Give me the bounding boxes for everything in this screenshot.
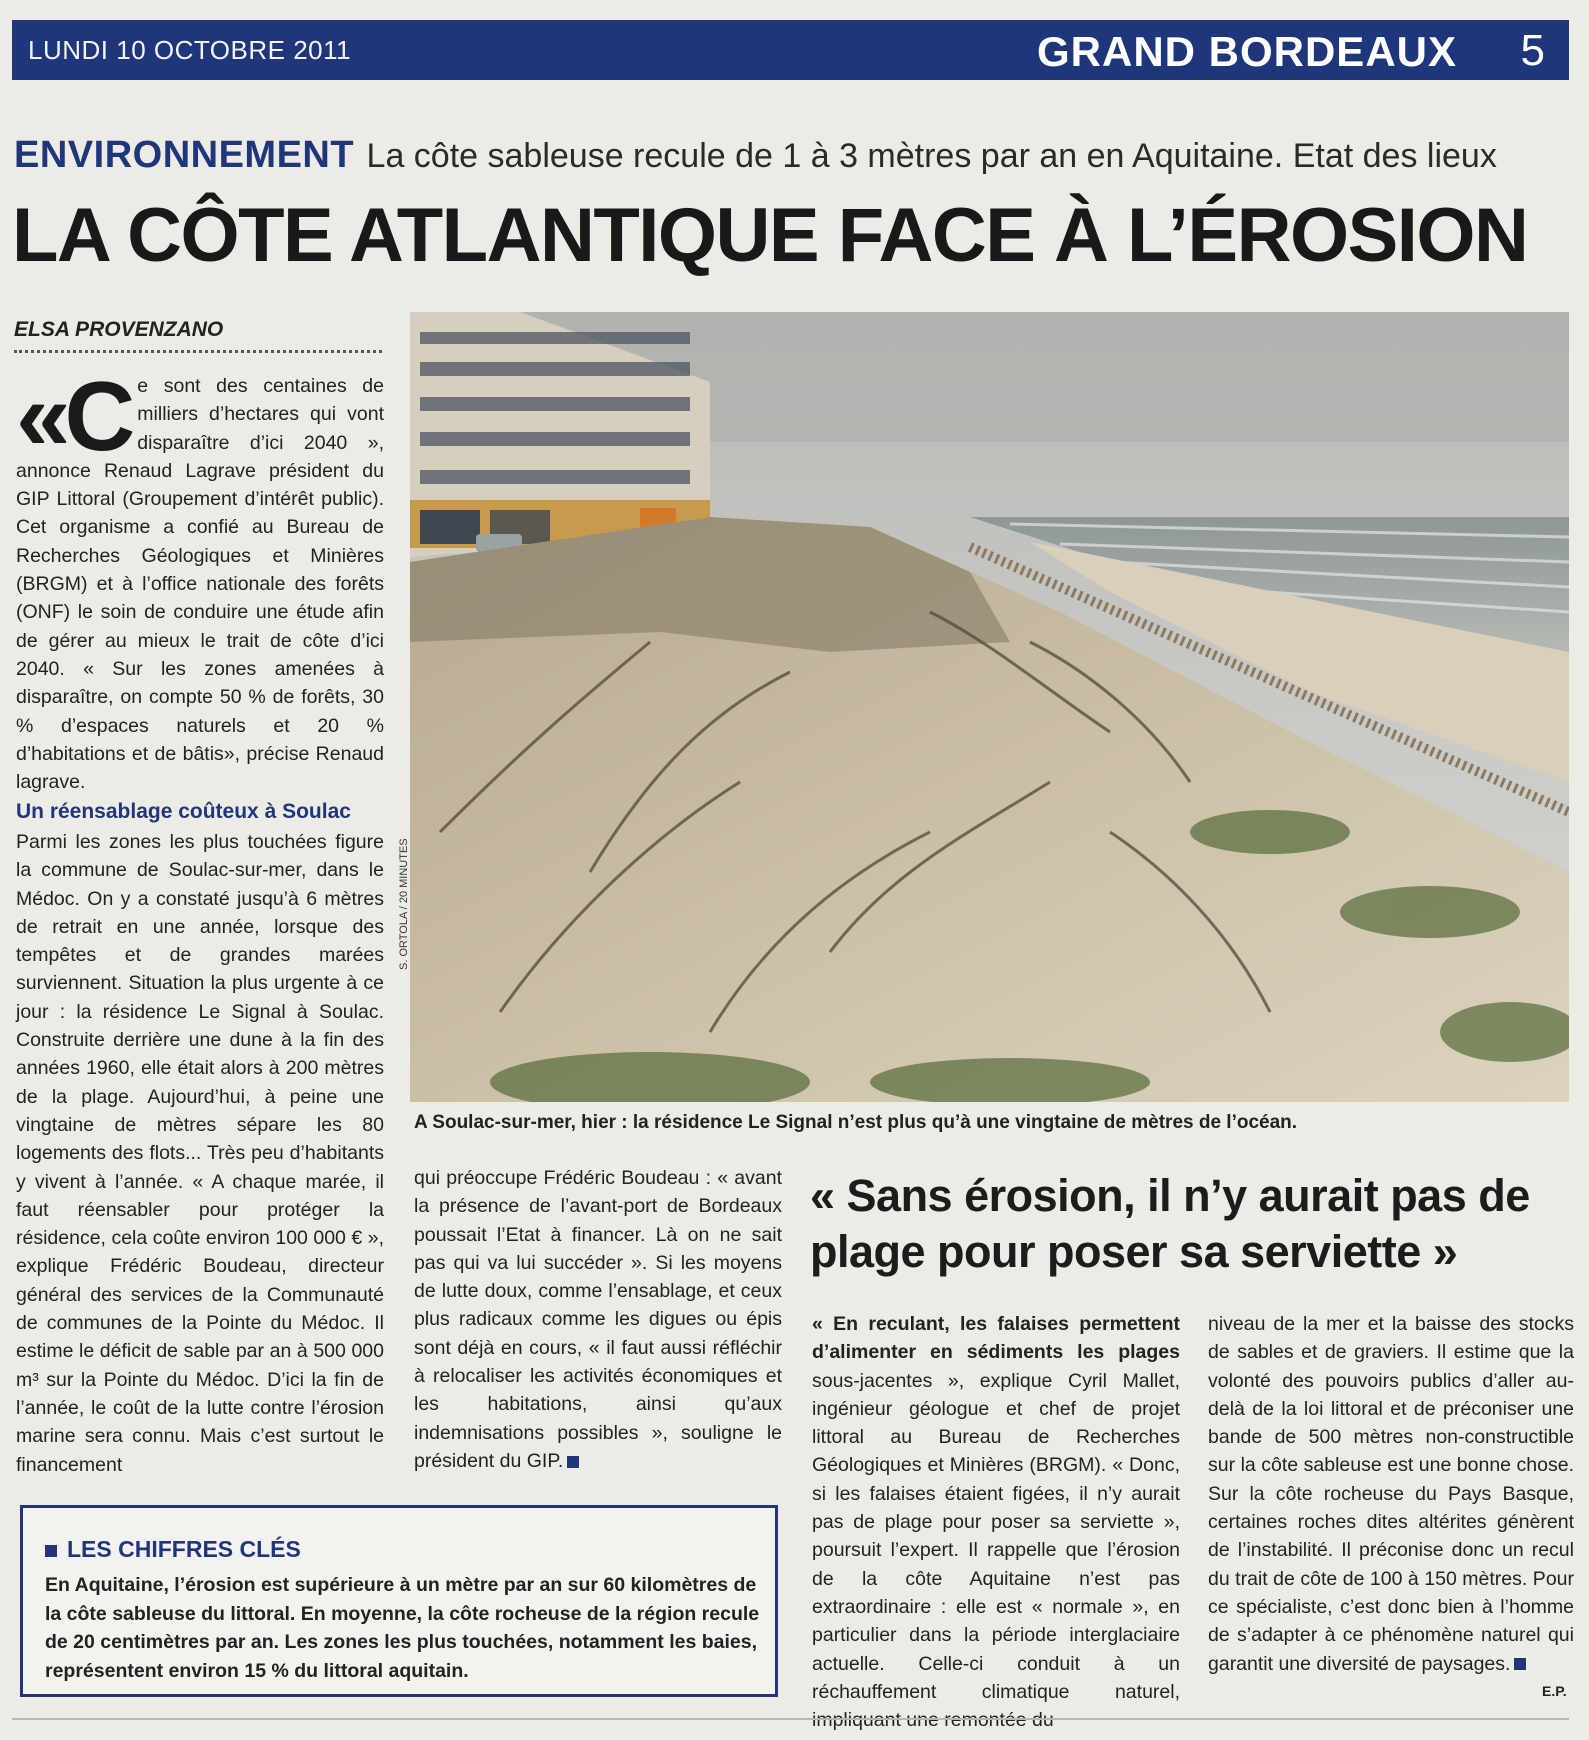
body-text-continued: qui préoccupe Frédéric Boudeau : « avant la présence de l’avant-port de Bordeaux poussait l’Etat à financer. Là on ne sait pas qui va lui succéder ». Si les moyens de lutte doux, comme l’ensablage, et ceux plus radicaux comme les digues ou épis sont déjà en cours, « il faut aussi réfléchir à relocaliser les activités économiques et les habitations, ainsi qu’aux indemnisations possibles », souligne le président du GIP. <box>414 1167 782 1472</box>
sidebar-col1 <box>812 1310 1180 1734</box>
page-bottom-rule <box>12 1718 1569 1720</box>
sidebar-col2 <box>1208 1310 1574 1678</box>
sidebar-text-continued: niveau de la mer et la baisse des stocks de sables et de graviers. Il estime que la volonté des pouvoirs publics d’aller au-delà de la loi littoral et de préconiser une bande de 500 mètres non-constructible sur la côte sableuse est une bonne chose. Sur la côte rocheuse du Pays Basque, certaines roches dites altérites génèrent de l’instabilité. Il préconise donc un recul du trait de côte de 100 à 150 mètres. Pour ce spécialiste, c’est donc bien à l’homme de s’adapter à ce phénomène naturel qui garantit une diversité de paysages. <box>1208 1313 1574 1675</box>
lead-text: e sont des centaines de milliers d’hectares qui vont disparaître d’ici 2040 », annonce Renaud Lagrave président du GIP Littoral (Groupement d’intérêt public). Cet organisme a confié au Bureau de Recherches Géologiques et Minières (BRGM) et à l’office nationale des forêts (ONF) le soin de conduire une étude afin de gérer au mieux le trait de côte d’ici 2040. « Sur les zones amenées à disparaître, on compte 50 % de forêts, 30 % d’espaces naturels et 20 % d’habitations et de bâtis», précise Renaud lagrave. <box>16 375 384 794</box>
key-figures-title <box>45 1536 301 1563</box>
sidebar-end-mark <box>1514 1658 1526 1670</box>
pull-quote: « Sans érosion, il n’y aurait pas de plage pour poser sa serviette » <box>810 1170 1530 1277</box>
article-lead <box>16 361 384 796</box>
body-text: Parmi les zones les plus touchées figure la commune de Soulac-sur-mer, dans le Médoc. On y a constaté jusqu’à 6 mètres de retrait en une année, lorsque des tempêtes et de grandes marées surviennent. Situation la plus urgente à ce jour : la résidence Le Signal à Soulac. Construite derrière une dune à la fin des années 1960, elle était alors à 200 mètres de la plage. Aujourd’hui, à peine une vingtaine de mètres sépare les 80 logements des flots... Très peu d’habitants y vivent à l’année. « A chaque marée, il faut réensabler pour protéger la résidence, cela coûte environ 100 000 € », explique Frédéric Boudeau, directeur général des services de la Communauté de communes de la Pointe du Médoc. Il estime le déficit de sable par an à 500 000 m³ sur la Pointe du Médoc. D’ici la fin de l’année, le coût de la lutte contre l’érosion marine sera connu. Mais c’est surtout le financement <box>16 831 384 1476</box>
sidebar-lead: « En reculant, les falaises permettent d’alimenter en sédiments les plages <box>812 1313 1180 1364</box>
photo-credit: S. ORTOLA / 20 MINUTES <box>398 838 410 970</box>
key-figures-text: En Aquitaine, l’érosion est supérieure à un mètre par an sur 60 kilomètres de la côte sableuse du littoral. En moyenne, la côte rocheuse de la région recule de 20 centimètres par an. Les zones les plus touchées, notamment les baies, représentent environ 15 % du littoral aquitain. <box>45 1574 760 1682</box>
headline: LA CÔTE ATLANTIQUE FACE À L’ÉROSION <box>12 193 1528 278</box>
rubric: ENVIRONNEMENT <box>14 134 355 176</box>
article-photo <box>410 312 1569 1102</box>
sidebar-text: sous-jacentes », explique Cyril Mallet, ingénieur géologue et chef de projet littoral au Bureau de Recherches Géologiques et Minières (BRGM). « Donc, si les falaises étaient figées, il n’y aurait pas de plage pour poser sa serviette », poursuit l’expert. Il rappelle que l’érosion de la côte Aquitaine n’est pas extraordinaire : elle est « normale », en particulier dans la période interglaciaire actuelle. Celle-ci conduit à un réchauffement climatique naturel, impliquant une remontée du <box>812 1369 1180 1732</box>
square-bullet-icon <box>45 1545 57 1557</box>
end-mark <box>567 1456 579 1468</box>
byline: ELSA PROVENZANO <box>14 318 224 341</box>
kicker-line <box>14 134 1497 177</box>
article-body-col2 <box>414 1164 782 1475</box>
key-figures-title-text: LES CHIFFRES CLÉS <box>67 1536 301 1562</box>
issue-date: LUNDI 10 OCTOBRE 2011 <box>28 35 352 65</box>
page-header-band <box>12 20 1569 80</box>
photo-illustration <box>410 312 1569 1102</box>
subhead: Un réensablage coûteux à Soulac <box>16 800 351 823</box>
byline-divider <box>14 350 382 353</box>
photo-caption: A Soulac-sur-mer, hier : la résidence Le Signal n’est plus qu’à une vingtaine de mètres de l’océan. <box>414 1112 1298 1133</box>
kicker-text: La côte sableuse recule de 1 à 3 mètres par an en Aquitaine. Etat des lieux <box>366 137 1497 175</box>
dropcap: «C <box>16 361 130 471</box>
key-figures-box <box>20 1505 778 1697</box>
article-body-col1 <box>16 828 384 1479</box>
author-initials: E.P. <box>1542 1683 1567 1699</box>
page-number: 5 <box>1520 26 1545 75</box>
section-title: GRAND BORDEAUX <box>1036 28 1457 75</box>
